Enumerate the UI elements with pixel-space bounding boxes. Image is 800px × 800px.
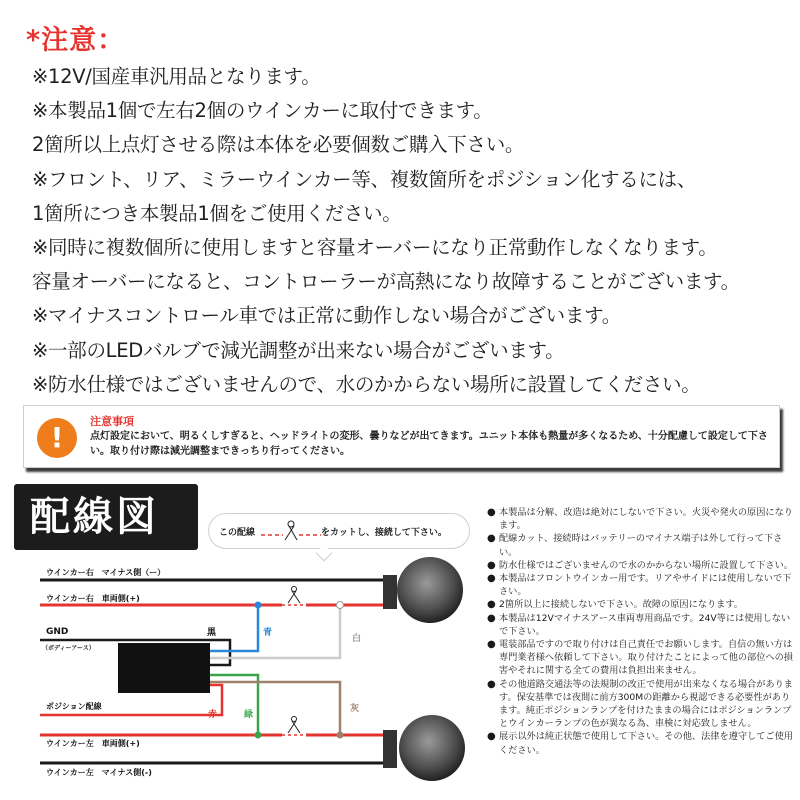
scissors-icon: [288, 717, 300, 734]
caution-text: 点灯設定において、明るくしすぎると、ヘッドライトの変形、曇りなどが出てきます。ユニット本体も熱量が多くなるため、十分配慮して設定して下さい。取り付け際は減光調整まできっちり行ってください。: [90, 431, 768, 457]
note-line: ※防水仕様ではございませんので、水のかからない場所に設置してください。: [32, 372, 701, 396]
rule-item: ● 本製品はフロントウインカー用です。リアやサイドには使用しないで下さい。: [487, 573, 792, 598]
rule-item: ● 配線カット、接続時はバッテリーのマイナス端子は外して行って下さい。: [487, 533, 783, 558]
blue-wire: [210, 605, 258, 651]
color-label-green: 緑: [244, 710, 254, 720]
note-line: 容量オーバーになると、コントローラーが高熱になり故障することがございます。: [32, 270, 740, 294]
label-gnd-sub: （ボディーアース）: [42, 645, 95, 652]
gray-wire: [210, 682, 340, 735]
bubble-text-this-wire: この配線: [219, 528, 256, 538]
label-left-plus: ウインカー左 車両側(+): [46, 739, 140, 748]
scissors-icon: [288, 587, 300, 604]
caution-box: [23, 405, 780, 468]
label-left-minus: ウインカー左 マイナス側(-): [46, 768, 152, 777]
wiring-diagram-svg: [0, 555, 485, 800]
rule-item: ● 本製品は12Vマイナスアース車両専用商品です。24V等には使用しないで下さい。: [487, 612, 791, 637]
rules-list: [487, 506, 793, 757]
cut-wire-icon: [261, 518, 321, 544]
rule-item: ● 防水仕様ではございませんので水のかからない場所に設置して下さい。: [487, 559, 793, 571]
wiring-diagram-title: 配線図: [14, 484, 198, 550]
rule-item: ● 電装部品ですので取り付けは自己責任でお願いします。自信の無い方は専門業者様へ依頼して下さい。取り付けたことによって他の部位への損害やそれに関する全ての費用は負担出来ません。: [487, 639, 793, 677]
label-right-plus: ウインカー右 車両側(+): [46, 594, 140, 603]
label-right-minus: ウインカー右 マイナス側（ー）: [46, 568, 166, 577]
rule-item: ● 展示以外は純正状態で使用して下さい。その他、法律を遵守してご使用ください。: [487, 731, 793, 756]
controller-unit: [118, 643, 210, 693]
left-bulb: [399, 715, 465, 781]
note-line: ※フロント、リア、ミラーウインカー等、複数箇所をポジション化するには、: [32, 167, 697, 191]
bubble-text-cut-connect: をカットし、接続して下さい。: [321, 528, 447, 538]
rule-item: ● 2箇所以上に接続しないで下さい。故障の原因になります。: [487, 599, 743, 611]
note-line: ※一部のLEDバルブで減光調整が出来ない場合がございます。: [32, 338, 565, 362]
right-bulb: [397, 557, 463, 623]
caution-title: 注意事項: [90, 415, 134, 428]
warning-icon: !: [37, 418, 77, 458]
color-label-blue: 青: [263, 628, 273, 638]
cut-instruction-bubble: [208, 513, 470, 549]
page-title: *注意：: [26, 25, 126, 56]
color-label-black: 黒: [207, 628, 217, 638]
rule-item: ● 本製品は分解、改造は絶対にしないで下さい。火災や発火の原因になります。: [487, 507, 793, 532]
color-label-gray: 灰: [350, 704, 360, 714]
color-label-white: 白: [352, 634, 362, 644]
note-line: 2箇所以上点灯させる際は本体を必要個数ご購入下さい。: [32, 133, 525, 157]
notes-list: [32, 60, 792, 402]
rule-item: ● その他道路交通法等の法規制の改正で使用が出来なくなる場合があります。保安基準では夜間に前方300Mの距離から視認できる必要性があります。純正ポジションランプを付けたままの場合にはポジションランプとウインカーランプの色が異なる為、車検に対応致しません。: [487, 678, 793, 730]
label-gnd: GND: [46, 627, 69, 637]
note-line: ※同時に複数個所に使用しますと容量オーバーになり正常動作しなくなります。: [32, 235, 718, 259]
label-position: ポジション配線: [46, 702, 102, 711]
note-line: ※マイナスコントロール車では正常に動作しない場合がございます。: [32, 304, 621, 328]
note-line: 1箇所につき本製品1個をご使用ください。: [32, 201, 402, 225]
note-line: ※本製品1個で左右2個のウインカーに取付できます。: [32, 99, 493, 123]
color-label-red: 赤: [208, 710, 218, 720]
note-line: ※12V/国産車汎用品となります。: [32, 65, 321, 88]
